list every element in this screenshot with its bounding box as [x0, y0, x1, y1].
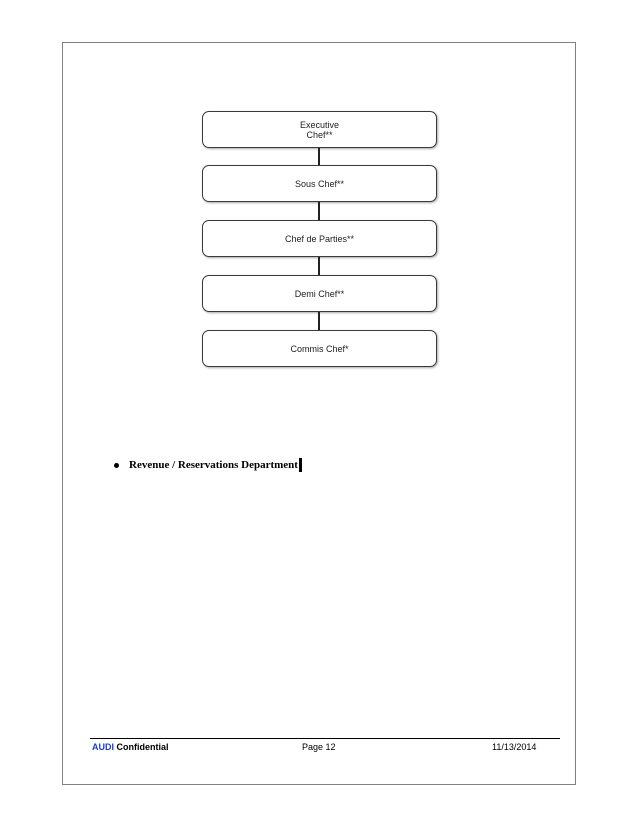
org-connector	[318, 257, 320, 275]
footer-confidential	[92, 742, 169, 752]
text-cursor-icon	[299, 458, 302, 472]
node-label-line: Chef**	[306, 129, 333, 140]
bullet-item	[112, 458, 302, 472]
org-node-sous-chef	[202, 165, 437, 202]
node-label: Chef de Parties**	[284, 233, 355, 244]
node-label: Commis Chef*	[290, 343, 349, 354]
org-connector	[318, 312, 320, 330]
bullet-icon	[114, 463, 119, 468]
footer-confidential-label: Confidential	[114, 742, 169, 752]
org-node-commis-chef	[202, 330, 437, 367]
bullet-text[interactable]: Revenue / Reservations Department	[129, 459, 298, 471]
node-label: Demi Chef**	[294, 288, 345, 299]
footer-divider	[90, 738, 560, 739]
node-label: Sous Chef**	[294, 178, 345, 189]
node-label-line: Executive	[299, 119, 340, 130]
org-node-executive-chef	[202, 111, 437, 148]
footer-page-number: Page 12	[302, 742, 336, 752]
org-connector	[318, 202, 320, 220]
org-connector	[318, 148, 320, 165]
footer-date: 11/13/2014	[492, 742, 537, 752]
org-node-chef-de-parties	[202, 220, 437, 257]
footer-brand: AUDI	[92, 742, 114, 752]
org-node-demi-chef	[202, 275, 437, 312]
